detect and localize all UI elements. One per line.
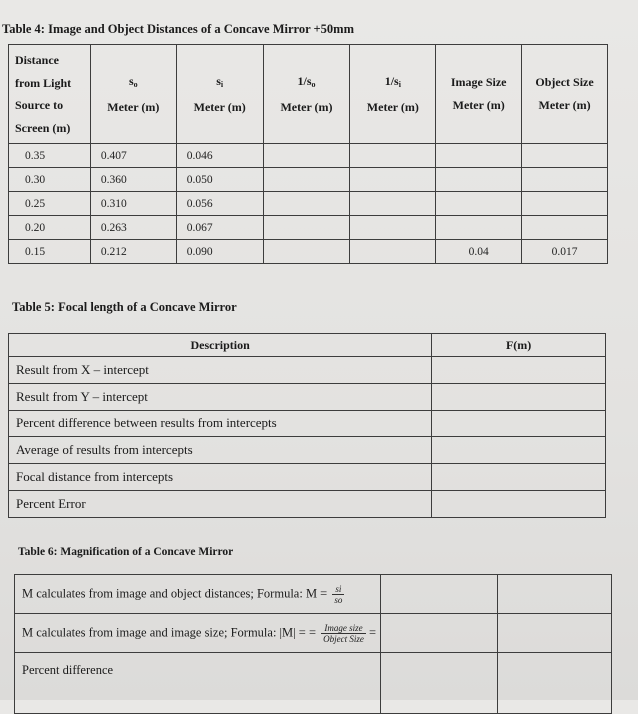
table-row: 0.35 0.407 0.046 [9, 144, 608, 168]
table-row: Average of results from intercepts [9, 437, 606, 464]
table-row: 0.25 0.310 0.056 [9, 192, 608, 216]
table4-header-row [9, 45, 608, 144]
table6-title: Table 6: Magnification of a Concave Mirror [18, 546, 234, 558]
magnification-distance-cell: M calculates from image and object distances; Formula: M = $\frac{si}{so}$ [15, 575, 381, 614]
table5-title: Table 5: Focal length of a Concave Mirror [12, 300, 237, 314]
table4-title: Table 4: Image and Object Distances of a Concave Mirror +50mm [2, 22, 354, 36]
header-si: $s_i$ Meter (m) [176, 45, 263, 144]
header-inv-si: $1/s_i$ Meter (m) [350, 45, 436, 144]
table-row: Percent difference between results from intercepts [9, 410, 606, 437]
fraction-image-object-size: $\frac{\text{Image size}}{\text{Object Size}}$ [323, 622, 364, 644]
table5-header-row [9, 334, 606, 357]
header-description: Description [9, 334, 432, 357]
table-row: 0.15 0.212 0.090 0.04 0.017 [9, 240, 608, 264]
table-row: Percent Error [9, 490, 606, 517]
fraction-si-so: $\frac{si}{so}$ [334, 583, 343, 605]
header-inv-so: $1/s_o$ Meter (m) [263, 45, 350, 144]
table-row [15, 575, 612, 614]
table-row: Focal distance from intercepts [9, 464, 606, 491]
table-row: 0.20 0.263 0.067 [9, 216, 608, 240]
table5 [8, 333, 606, 518]
magnification-size-cell: M calculates from image and image size; Formula: |M| = = $\frac{\text{Image size}}{\text{Object Size}}$ = [15, 614, 381, 653]
header-image-size: Image Size Meter (m) [436, 45, 522, 144]
table-row: Result from Y – intercept [9, 383, 606, 410]
header-f: F(m) [432, 334, 606, 357]
table-row [15, 614, 612, 653]
table-row: Result from X – intercept [9, 357, 606, 384]
header-distance: Distance from Light Source to Screen (m) [9, 45, 91, 144]
table-row: 0.30 0.360 0.050 [9, 168, 608, 192]
header-so: $s_o$ Meter (m) [90, 45, 176, 144]
table-row: Percent difference [15, 653, 612, 714]
table6 [14, 574, 612, 714]
table4 [8, 44, 608, 264]
header-object-size: Object Size Meter (m) [522, 45, 608, 144]
